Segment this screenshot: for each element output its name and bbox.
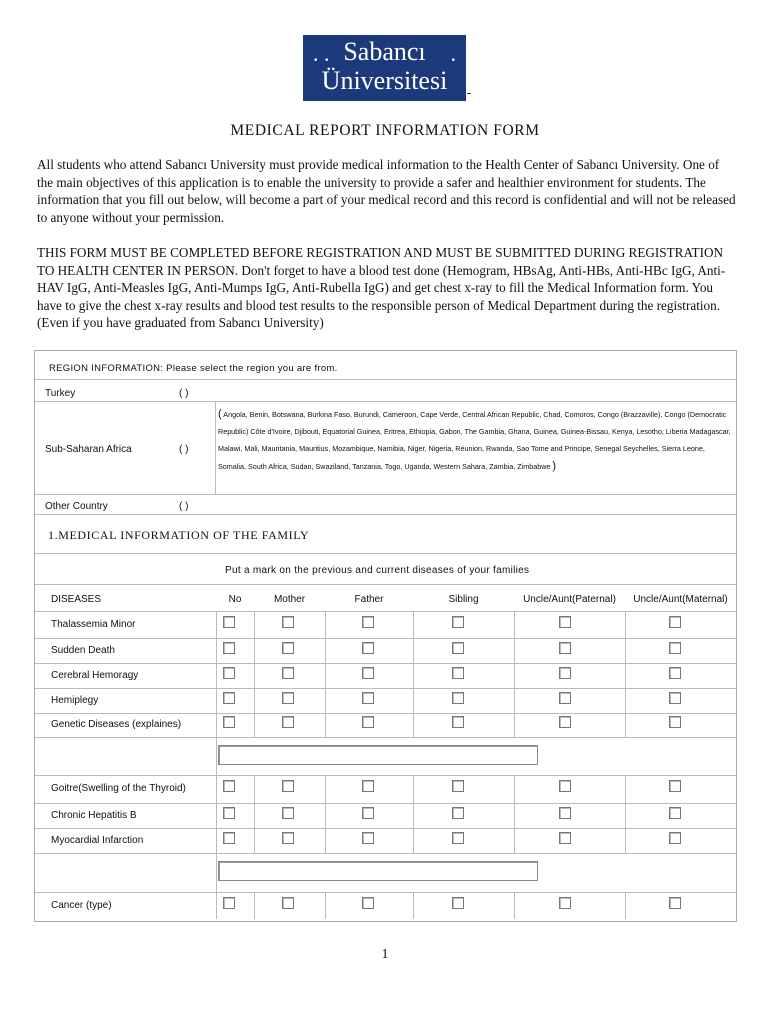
table-column-divider	[254, 663, 255, 688]
disease-label-chronic-hepatitis-b: Chronic Hepatitis B	[51, 809, 137, 821]
checkbox-paternal[interactable]	[559, 716, 571, 728]
checkbox-father[interactable]	[362, 807, 374, 819]
checkbox-sibling[interactable]	[452, 897, 464, 909]
page-title: MEDICAL REPORT INFORMATION FORM	[230, 122, 540, 139]
table-column-divider	[413, 638, 414, 663]
table-row-divider	[35, 828, 736, 829]
table-column-divider	[216, 828, 217, 853]
table-column-divider	[254, 611, 255, 638]
disease-label-cerebral-hemoragy: Cerebral Hemoragy	[51, 669, 139, 681]
checkbox-mother[interactable]	[282, 897, 294, 909]
family-instruction-row	[35, 554, 736, 585]
table-column-divider	[254, 828, 255, 853]
column-header-father: Father	[354, 594, 384, 605]
checkbox-paternal[interactable]	[559, 897, 571, 909]
table-column-divider	[413, 688, 414, 713]
table-row-divider	[35, 713, 736, 714]
logo-underline	[467, 92, 471, 94]
region-label-other: Other Country	[45, 501, 108, 512]
table-column-divider	[216, 737, 217, 775]
checkbox-no[interactable]	[223, 642, 235, 654]
checkbox-paternal[interactable]	[559, 807, 571, 819]
checkbox-sibling[interactable]	[452, 667, 464, 679]
column-header-uncle-aunt-maternal: Uncle/Aunt(Maternal)	[633, 594, 728, 605]
table-column-divider	[325, 775, 326, 803]
notice-paragraph: THIS FORM MUST BE COMPLETED BEFORE REGISTRATION AND MUST BE SUBMITTED DURING REGISTRATION TO HEALTH CENTER IN PERSON. Don't forget to have a blood test done (Hemogram, HBsAg, Anti-HBs, Anti-HBc IgG, Anti-HAV IgG, Anti-Measles IgG, Anti-Mumps IgG, Anti-Rubella IgG) and get chest x-ray to fill the Medical Information form. You have to give the chest x-ray results and blood test results to the responsible person of Medical Department during the registration. (Even if you have graduated from Sabancı University)	[37, 245, 726, 331]
region-header-row	[35, 351, 736, 380]
table-column-divider	[325, 713, 326, 737]
table-column-divider	[216, 663, 217, 688]
table-column-divider	[216, 892, 217, 919]
checkbox-mother[interactable]	[282, 832, 294, 844]
logo-dots-left: . .	[313, 41, 330, 66]
table-column-divider	[325, 828, 326, 853]
checkbox-sibling[interactable]	[452, 716, 464, 728]
checkbox-paternal[interactable]	[559, 832, 571, 844]
table-row-divider	[35, 663, 736, 664]
disease-label-thalassemia-minor: Thalassemia Minor	[51, 618, 136, 630]
checkbox-paternal[interactable]	[559, 616, 571, 628]
checkbox-father[interactable]	[362, 716, 374, 728]
table-column-divider	[254, 713, 255, 737]
checkbox-father[interactable]	[362, 832, 374, 844]
table-column-divider	[216, 688, 217, 713]
table-column-divider	[216, 803, 217, 828]
table-column-divider	[254, 688, 255, 713]
logo-line-2: Üniversitesi	[321, 66, 448, 95]
checkbox-maternal[interactable]	[669, 716, 681, 728]
checkbox-no[interactable]	[223, 807, 235, 819]
disease-label-sudden-death: Sudden Death	[51, 644, 115, 656]
column-header-diseases: DISEASES	[51, 594, 102, 605]
checkbox-father[interactable]	[362, 692, 374, 704]
checkbox-no[interactable]	[223, 832, 235, 844]
checkbox-sibling[interactable]	[452, 832, 464, 844]
table-column-divider	[216, 713, 217, 737]
table-column-divider	[514, 611, 515, 638]
table-column-divider	[216, 853, 217, 892]
checkbox-mother[interactable]	[282, 780, 294, 792]
checkbox-paternal[interactable]	[559, 780, 571, 792]
table-column-divider	[625, 775, 626, 803]
checkbox-no[interactable]	[223, 716, 235, 728]
checkbox-father[interactable]	[362, 616, 374, 628]
country-list-text: Angola, Benin, Botswana, Burkina Faso, Burundi, Cameroon, Cape Verde, Central African Republic, Chad, Comoros, Congo (Brazzaville), Congo (Democratic Republic) Côte d'Ivoire, Djibouti, Equatorial Guinea, Eritrea, Ethiopia, Gabon, The Gambia, Ghana, Guinea, Guinea-Bissau, Kenya, Lesotho, Liberia Madagascar, Malawi, Mali, Mauritania, Mauritius, Mozambique, Namibia, Niger, Nigeria, Réunion, Rwanda, Sao Tome and Principe, Senegal Seychelles, Sierra Leone, Somalia, South Africa, Sudan, Swaziland, Tanzania, Togo, Uganda, Western Sahara, Zambia, Zimbabwe	[218, 410, 731, 471]
checkbox-father[interactable]	[362, 897, 374, 909]
table-column-divider	[514, 775, 515, 803]
table-column-divider	[625, 892, 626, 919]
logo-line-1: Sabancı	[343, 37, 426, 66]
table-column-divider	[254, 803, 255, 828]
checkbox-maternal[interactable]	[669, 832, 681, 844]
disease-label-genetic-diseases-explaines: Genetic Diseases (explaines)	[51, 719, 182, 730]
checkbox-no[interactable]	[223, 616, 235, 628]
table-column-divider	[514, 688, 515, 713]
region-select-turkey[interactable]: ( )	[179, 388, 189, 399]
table-header-divider	[35, 611, 736, 612]
table-column-divider	[413, 803, 414, 828]
table-column-divider	[514, 803, 515, 828]
table-column-divider	[413, 828, 414, 853]
subsaharan-country-list	[218, 406, 734, 475]
checkbox-sibling[interactable]	[452, 616, 464, 628]
table-column-divider	[625, 638, 626, 663]
region-divider	[215, 402, 216, 494]
table-column-divider	[625, 803, 626, 828]
table-column-divider	[625, 663, 626, 688]
table-column-divider	[325, 803, 326, 828]
column-header-mother: Mother	[273, 594, 306, 605]
table-column-divider	[325, 892, 326, 919]
region-row-turkey[interactable]	[35, 380, 736, 402]
family-section-title: 1.MEDICAL INFORMATION OF THE FAMILY	[48, 528, 310, 542]
table-row-divider	[35, 892, 736, 893]
country-list-close: )	[552, 459, 557, 472]
table-column-divider	[514, 892, 515, 919]
checkbox-sibling[interactable]	[452, 780, 464, 792]
table-column-divider	[254, 638, 255, 663]
disease-label-goitre-swelling-of-the-thyroid: Goitre(Swelling of the Thyroid)	[51, 783, 186, 794]
table-column-divider	[325, 688, 326, 713]
table-row-divider	[35, 688, 736, 689]
table-column-divider	[254, 892, 255, 919]
disease-label-cancer-type: Cancer (type)	[51, 899, 112, 911]
checkbox-maternal[interactable]	[669, 642, 681, 654]
checkbox-paternal[interactable]	[559, 642, 571, 654]
page-number: 1	[381, 947, 389, 962]
table-column-divider	[413, 892, 414, 919]
checkbox-mother[interactable]	[282, 667, 294, 679]
region-header: REGION INFORMATION: Please select the region you are from.	[49, 363, 338, 374]
table-column-divider	[413, 713, 414, 737]
column-header-uncle-aunt-paternal: Uncle/Aunt(Paternal)	[523, 594, 616, 605]
region-label-subsaharan: Sub-Saharan Africa	[45, 444, 132, 455]
checkbox-sibling[interactable]	[452, 807, 464, 819]
table-row-divider	[35, 737, 736, 738]
region-row-other[interactable]	[35, 495, 736, 515]
intro-paragraph: All students who attend Sabancı University must provide medical information to the Health Center of Sabancı University. One of the main objectives of this application is to enable the university to provide a safer and healthier environment for students. The information that you fill out below, will become a part of your medical record and this record is confidential and will not be released to anyone without your permission.	[37, 157, 736, 225]
checkbox-maternal[interactable]	[669, 667, 681, 679]
disease-label-hemiplegy: Hemiplegy	[51, 694, 99, 706]
region-select-subsaharan[interactable]: ( )	[179, 444, 189, 455]
genetic-diseases-explain-input[interactable]	[218, 745, 538, 765]
table-column-divider	[625, 828, 626, 853]
checkbox-mother[interactable]	[282, 692, 294, 704]
country-list-open: (	[218, 408, 222, 420]
table-row-divider	[35, 638, 736, 639]
checkbox-sibling[interactable]	[452, 692, 464, 704]
checkbox-mother[interactable]	[282, 807, 294, 819]
checkbox-no[interactable]	[223, 897, 235, 909]
checkbox-mother[interactable]	[282, 716, 294, 728]
table-column-divider	[325, 638, 326, 663]
medical-form	[34, 350, 737, 922]
table-column-divider	[625, 611, 626, 638]
table-column-divider	[625, 713, 626, 737]
checkbox-paternal[interactable]	[559, 692, 571, 704]
table-row-divider	[35, 803, 736, 804]
family-disease-table	[35, 585, 736, 921]
table-column-divider	[413, 775, 414, 803]
table-row-divider	[35, 853, 736, 854]
table-row-divider	[35, 775, 736, 776]
checkbox-paternal[interactable]	[559, 667, 571, 679]
checkbox-father[interactable]	[362, 642, 374, 654]
table-column-divider	[625, 688, 626, 713]
table-column-divider	[216, 638, 217, 663]
column-header-sibling: Sibling	[448, 594, 479, 605]
checkbox-maternal[interactable]	[669, 616, 681, 628]
logo-dot-right: .	[450, 41, 456, 66]
checkbox-mother[interactable]	[282, 642, 294, 654]
table-column-divider	[413, 611, 414, 638]
cancer-type-input[interactable]	[218, 861, 538, 881]
checkbox-no[interactable]	[223, 692, 235, 704]
table-column-divider	[514, 663, 515, 688]
checkbox-sibling[interactable]	[452, 642, 464, 654]
university-logo	[303, 35, 466, 101]
table-column-divider	[216, 611, 217, 638]
table-column-divider	[325, 663, 326, 688]
region-select-other[interactable]: ( )	[179, 501, 189, 512]
checkbox-maternal[interactable]	[669, 807, 681, 819]
table-column-divider	[413, 663, 414, 688]
table-column-divider	[254, 775, 255, 803]
checkbox-maternal[interactable]	[669, 897, 681, 909]
region-row-subsaharan[interactable]	[35, 402, 736, 495]
checkbox-mother[interactable]	[282, 616, 294, 628]
checkbox-no[interactable]	[223, 780, 235, 792]
checkbox-no[interactable]	[223, 667, 235, 679]
region-label-turkey: Turkey	[45, 388, 76, 399]
checkbox-maternal[interactable]	[669, 692, 681, 704]
checkbox-maternal[interactable]	[669, 780, 681, 792]
table-column-divider	[325, 611, 326, 638]
table-column-divider	[216, 775, 217, 803]
table-column-divider	[514, 713, 515, 737]
family-section-row	[35, 515, 736, 554]
family-instruction: Put a mark on the previous and current diseases of your families	[225, 565, 530, 576]
disease-label-myocardial-infarction: Myocardial Infarction	[51, 834, 144, 846]
checkbox-father[interactable]	[362, 780, 374, 792]
column-header-no: No	[228, 594, 242, 605]
table-column-divider	[514, 638, 515, 663]
checkbox-father[interactable]	[362, 667, 374, 679]
table-column-divider	[514, 828, 515, 853]
